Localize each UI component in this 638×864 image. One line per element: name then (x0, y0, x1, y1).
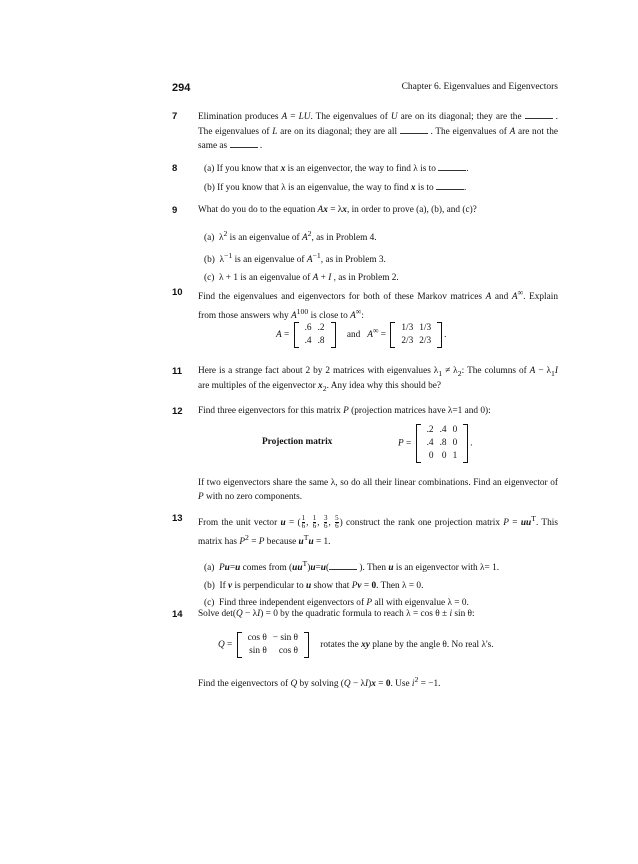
matrix-entry: 2/3 (401, 336, 414, 346)
matrix-entry: 2/3 (419, 336, 432, 346)
rotation-matrix-display: Q = cos θ − sin θ sin θ cos θ rotates the xy plane by the angle θ. No real λ's. (218, 633, 494, 656)
matrix-entry: cos θ (247, 633, 267, 643)
problem-text: Find three eigenvectors for this matrix P (projection matrices have λ=1 and 0): (198, 406, 491, 416)
problem-text: Find the eigenvalues and eigenvectors for both of these Markov matrices A and A∞. Explain from those answers why $A^{100}$ is close to A∞: (198, 288, 558, 321)
problem-9a: (a) $\lambda^2$ is an eigenvalue of $A^2$, as in Problem 4. (204, 228, 377, 243)
problem-number: 9 (172, 205, 178, 216)
matrix-entry: .2 (317, 323, 325, 333)
markov-matrices-display: A = .6 .2 .4 .8 and A∞ = 1/3 1/3 2/3 2/3 . (276, 323, 447, 346)
matrix-entry: 1/3 (401, 323, 414, 333)
problem-11 (172, 365, 558, 396)
chapter-title: Chapter 6. Eigenvalues and Eigenvectors (401, 82, 558, 92)
matrix-entry: cos θ (278, 646, 298, 656)
matrix-entry: 0 (428, 451, 434, 461)
problem-13b: (b) If v is perpendicular to u show that Pv = 0. Then λ = 0. (204, 580, 424, 591)
matrix-entry: .6 (304, 323, 312, 333)
page-header (172, 82, 558, 96)
page-number: 294 (172, 82, 191, 94)
problem-9c: (c) λ + 1 is an eigenvalue of A + I , as in Problem 2. (204, 272, 399, 283)
fraction: $\frac{1}{6}$ (312, 514, 317, 531)
problem-number: 14 (172, 609, 183, 620)
matrix-entry: 1/3 (419, 323, 432, 333)
problem-number: 8 (172, 163, 178, 174)
problem-13a: (a) Pu=u comes from $(uu^T)u=u$( ). Then u is an eigenvector with λ= 1. (204, 559, 500, 574)
matrix-entry: .4 (304, 336, 312, 346)
problem-text: Solve det(Q − λI) = 0 by the quadratic formula to reach λ = cos θ ± i sin θ: (198, 609, 475, 619)
problem-text: From the unit vector u = ( $\frac{1}{6}$ , $\frac{1}{6}$ , $\frac{3}{6}$ , $\frac{5}{6}$ ) construct the rank one projection matrix $P = uu^T$. This matrix has $P^2 = P$ because $u^Tu = 1$. (198, 514, 558, 547)
problem-text: Find the eigenvectors of Q by solving (Q − λI)x = 0. Use $i^2 = -1$. (198, 675, 441, 690)
problem-number: 12 (172, 406, 183, 417)
problem-14 (172, 608, 558, 622)
problem-8 (172, 162, 558, 195)
problem-number: 13 (172, 513, 183, 524)
problem-text: If two eigenvectors share the same λ, so do all their linear combinations. Find an eigenvector of P with no zero components. (198, 478, 558, 502)
matrix-entry: sin θ (249, 646, 267, 656)
problem-8a: (a) If you know that x is an eigenvector, the way to find λ is to . (204, 164, 469, 174)
problem-13c: (c) Find three independent eigenvectors of P all with eigenvalue λ = 0. (204, 598, 469, 609)
problem-number: 7 (172, 111, 178, 122)
matrix-entry: 0 (452, 438, 458, 448)
matrix-entry: 0 (452, 425, 458, 435)
matrix-entry: .2 (426, 425, 434, 435)
fraction: $\frac{3}{6}$ (323, 514, 328, 531)
matrix-entry: .4 (426, 438, 434, 448)
problem-9 (172, 204, 558, 285)
projection-label: Projection matrix (262, 437, 333, 447)
problem-14-continued (172, 673, 558, 692)
matrix-A-infinity (390, 322, 442, 348)
matrix-entry: .8 (439, 438, 447, 448)
fraction: $\frac{1}{6}$ (301, 514, 306, 531)
matrix-P (416, 424, 469, 463)
problem-text: Elimination produces A = LU. The eigenvalues of U are on its diagonal; they are the . The eigenvalues of L are on its diagonal; they are all . The eigenvalues of A are not the same as . (198, 112, 558, 151)
matrix-A (294, 322, 336, 348)
part-a-lead: (a) If you know that (204, 164, 279, 174)
fraction: $\frac{5}{6}$ (335, 514, 339, 531)
problem-9b: (b) $\lambda^{-1}$ is an eigenvalue of $A^{-1}$, as in Problem 3. (204, 251, 386, 266)
matrix-Q (237, 632, 309, 658)
problem-number: 10 (172, 287, 183, 298)
problem-10 (172, 286, 558, 323)
matrix-entry: .8 (317, 336, 325, 346)
matrix-entry: 1 (452, 451, 458, 461)
problem-7 (172, 110, 558, 154)
problem-text: Here is a strange fact about 2 by 2 matrices with eigenvalues $\lambda_1 \ne \lambda_2$: The columns of $A - \lambda_1I$ are multiples of the eigenvector $x_2$. Any idea why this should be? (198, 366, 559, 394)
part-b-lead: (b) If you know that (204, 182, 279, 193)
problem-12-continued (172, 477, 558, 504)
matrix-entry: − sin θ (272, 633, 298, 643)
problem-12 (172, 405, 558, 419)
problem-number: 11 (172, 366, 183, 377)
problem-13 (172, 512, 558, 611)
matrix-entry: .4 (439, 425, 447, 435)
problem-text: What do you do to the equation Ax = λx, in order to prove (a), (b), and (c)? (198, 205, 477, 215)
projection-matrix-display: P = .2 .4 0 .4 .8 0 0 0 1 . (398, 425, 473, 461)
matrix-entry: 0 (441, 451, 447, 461)
problem-8b: (b) If you know that λ is an eigenvalue, the way to find x is to . (204, 182, 467, 193)
